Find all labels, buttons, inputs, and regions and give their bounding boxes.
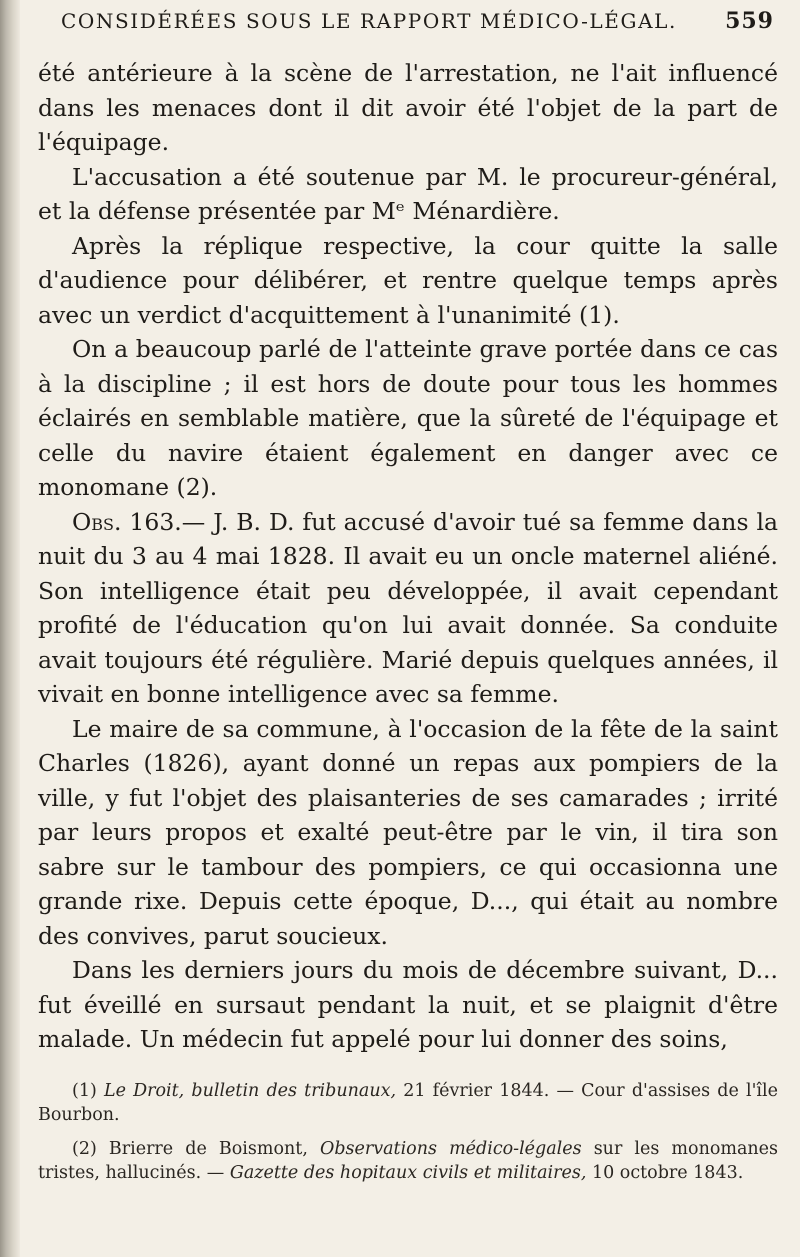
book-spine-shadow	[0, 0, 20, 1257]
running-head	[38, 8, 778, 44]
body-text	[38, 56, 778, 1057]
footnote-2: (2) Brierre de Boismont, Observations médico-légales sur les monomanes tristes, hallucinés. — Gazette des hopitaux civils et militaires, 10 octobre 1843.	[38, 1138, 779, 1183]
observation-text: — J. B. D. fut accusé d'avoir tué sa femme dans la nuit du 3 au 4 mai 1828. Il avait eu un oncle maternel aliéné. Son intelligence était peu développée, il avait cependant profité de l'éducation qu'on lui avait donnée. Sa conduite avait toujours été régulière. Marié depuis quelques années, il vivait en bonne intelligence avec sa femme.	[38, 507, 778, 708]
paragraph-6: Dans les derniers jours du mois de décembre suivant, D... fut éveillé en sursaut pendant la nuit, et se plaignit d'être malade. Un médecin fut appelé pour lui donner des soins,	[38, 956, 778, 1053]
page-number: 559	[725, 8, 774, 34]
footnotes	[38, 1079, 778, 1185]
paragraph-1: été antérieure à la scène de l'arrestation, ne l'ait influencé dans les menaces dont il dit avoir été l'objet de la part de l'équipage.	[38, 59, 778, 156]
paragraph-4: On a beaucoup parlé de l'atteinte grave portée dans ce cas à la discipline ; il est hors de doute pour tous les hommes éclairés en semblable matière, que la sûreté de l'équipage et celle du navire étaient également en danger avec ce monomane (2).	[38, 335, 778, 501]
running-title: CONSIDÉRÉES SOUS LE RAPPORT MÉDICO-LÉGAL.	[61, 9, 677, 33]
footnote-1: (1) Le Droit, bulletin des tribunaux, 21 février 1844. — Cour d'assises de l'île Bourbon.	[38, 1080, 778, 1125]
paragraph-5: Le maire de sa commune, à l'occasion de la fête de la saint Charles (1826), ayant donné un repas aux pompiers de la ville, y fut l'objet des plaisanteries de ses camarades ; irrité par leurs propos et exalté peut-être par le vin, il tira son sabre sur le tambour des pompiers, ce qui occasionna une grande rixe. Depuis cette époque, D..., qui était au nombre des convives, parut soucieux.	[38, 714, 778, 950]
book-page	[38, 8, 778, 1248]
observation-label: Obs. 163.	[72, 507, 182, 536]
observation-paragraph	[38, 505, 778, 712]
paragraph-3: Après la réplique respective, la cour quitte la salle d'audience pour délibérer, et rentre quelque temps après avec un verdict d'acquittement à l'unanimité (1).	[38, 231, 778, 329]
paragraph-2: L'accusation a été soutenue par M. le procureur-général, et la défense présentée par Mᵉ Ménardière.	[38, 162, 778, 225]
